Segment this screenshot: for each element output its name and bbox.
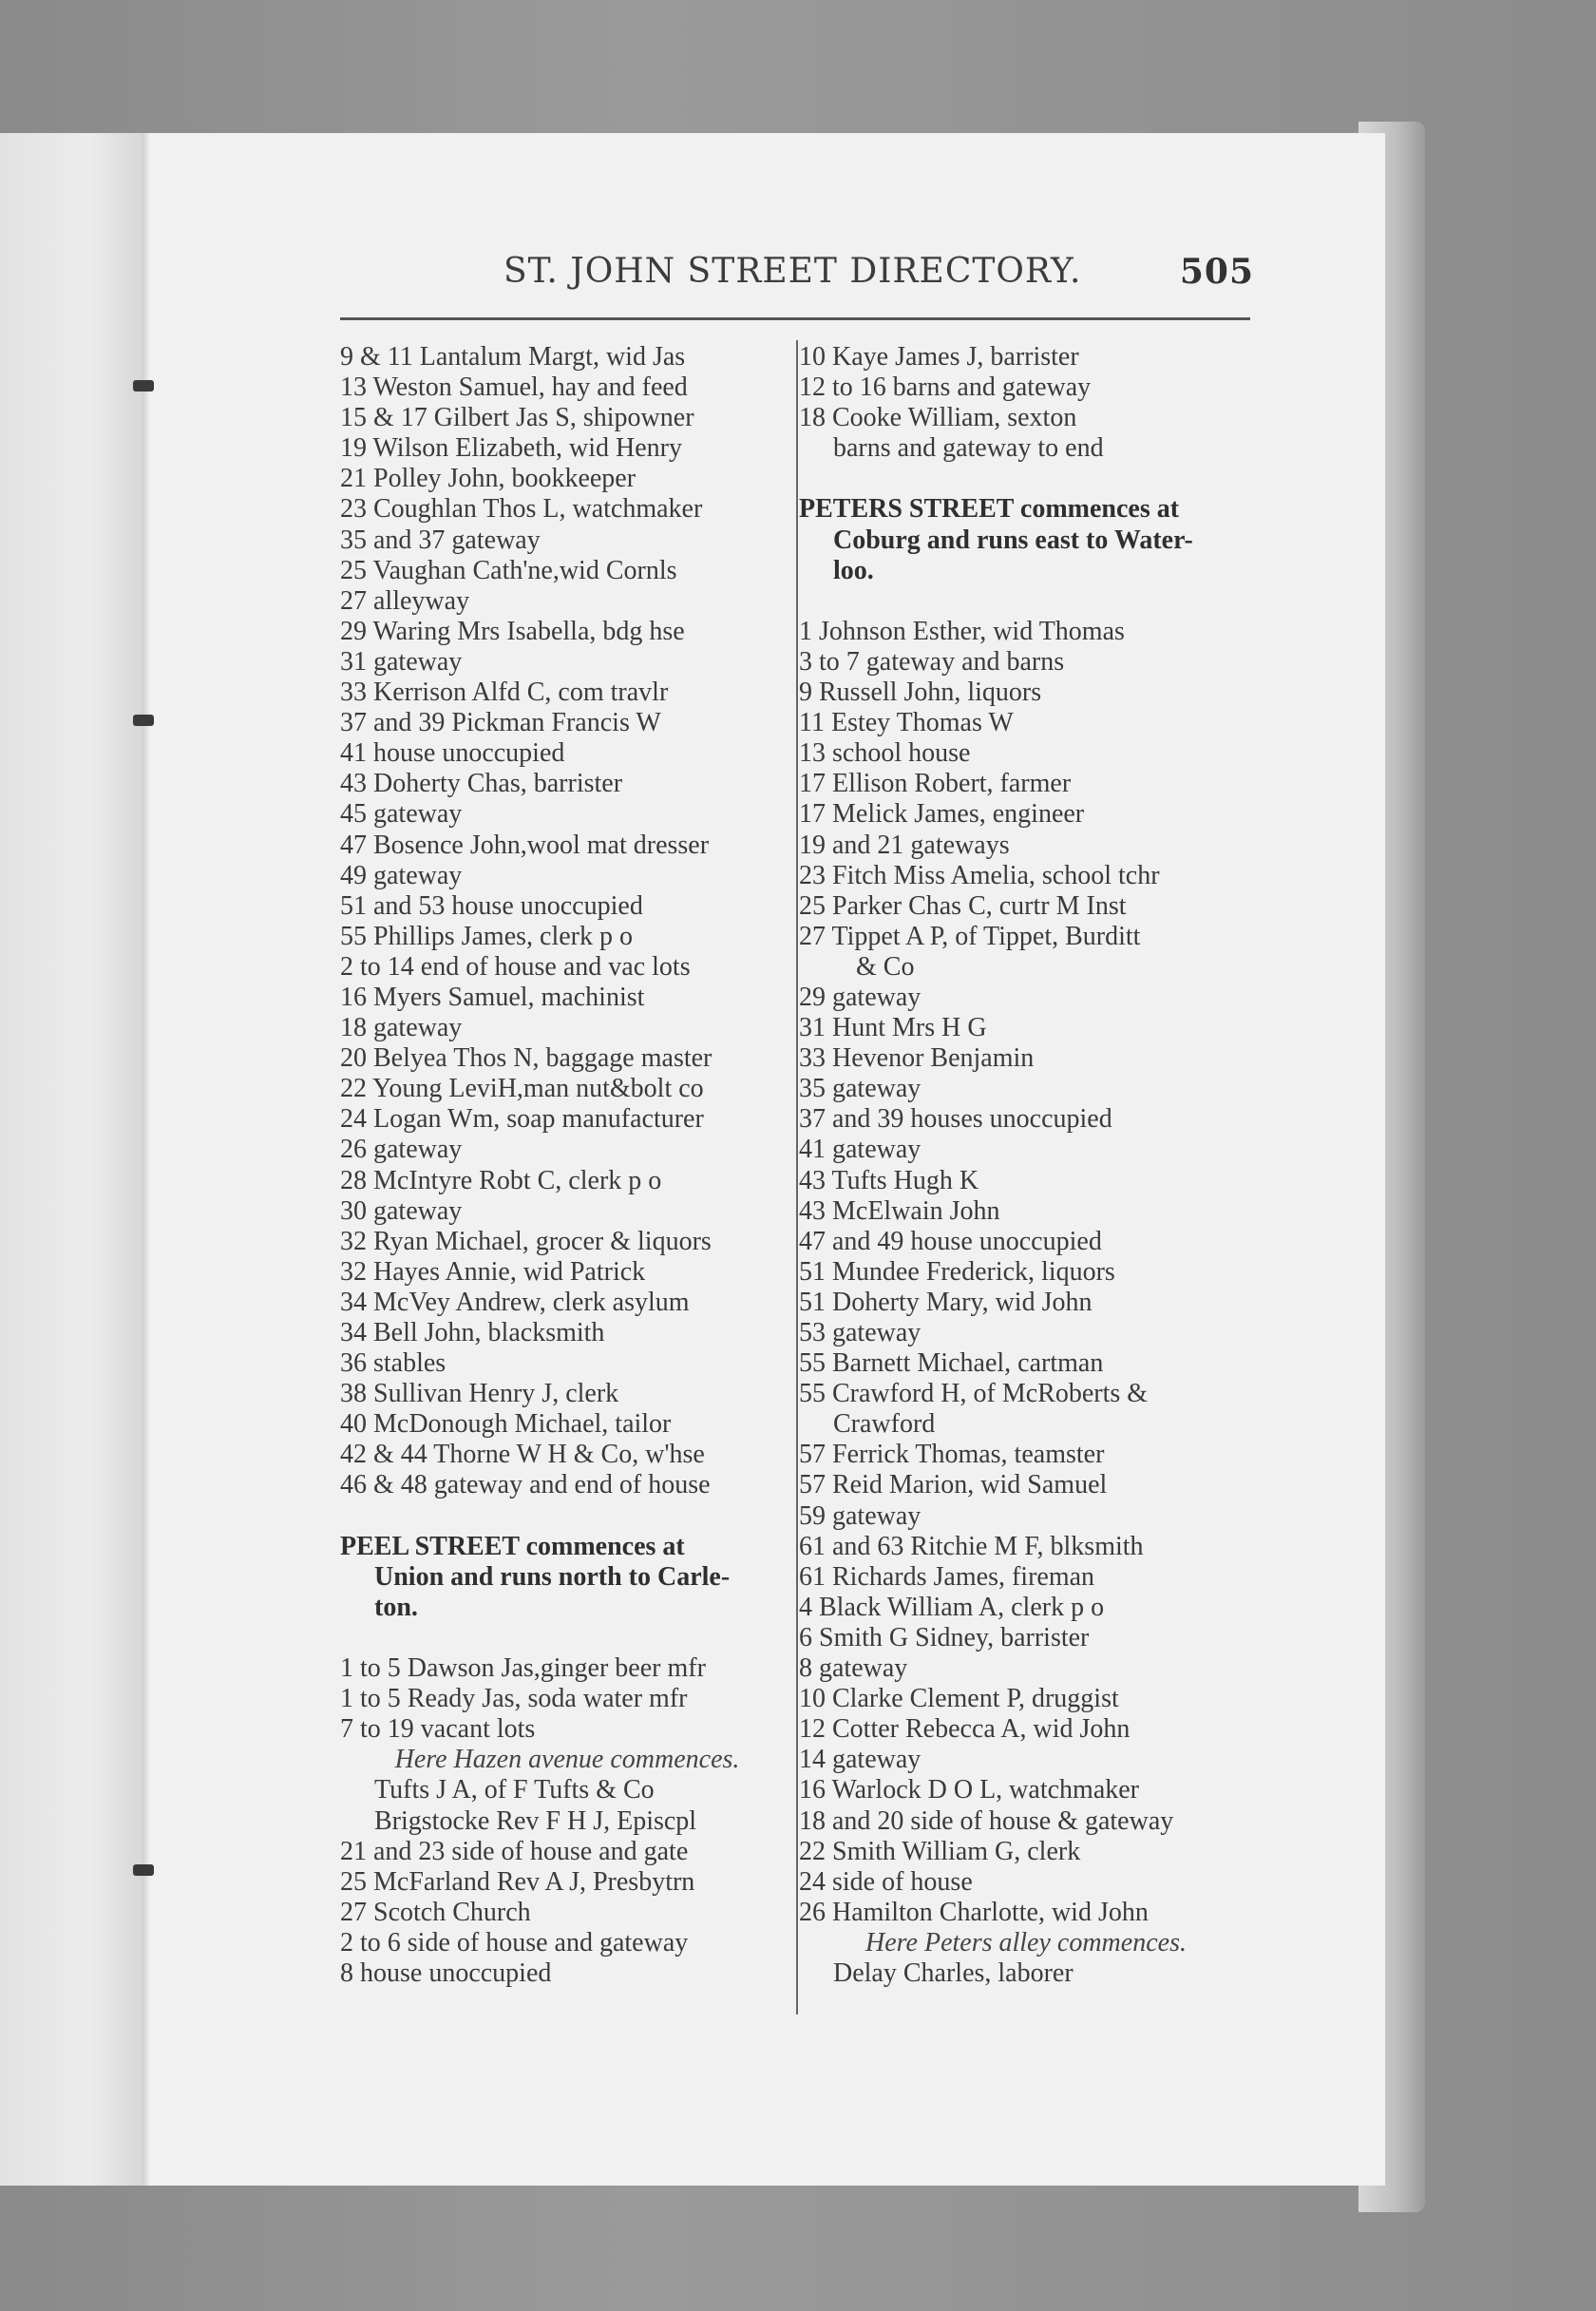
directory-entry: 6 Smith G Sidney, barrister [799,1622,1090,1652]
directory-entry: 17 Melick James, engineer [799,799,1085,830]
directory-entry: 18 gateway [340,1013,463,1043]
directory-entry: 34 McVey Andrew, clerk asylum [340,1287,690,1317]
directory-entry: 19 and 21 gateways [799,830,1010,860]
directory-entry: 31 gateway [340,646,463,677]
directory-entry: 43 Tufts Hugh K [799,1165,979,1195]
directory-entry: 29 Waring Mrs Isabella, bdg hse [340,616,685,646]
directory-entry: 37 and 39 Pickman Francis W [340,708,661,738]
directory-entry: 30 gateway [340,1195,463,1226]
column-divider [796,340,798,2015]
street-heading-cont: loo. [833,555,874,585]
directory-entry: 38 Sullivan Henry J, clerk [340,1379,619,1409]
directory-entry: 41 house unoccupied [340,738,565,769]
directory-entry: 22 Smith William G, clerk [799,1836,1081,1866]
street-note: Here Hazen avenue commences. [394,1745,740,1775]
running-header [504,252,1254,309]
header-rule [340,317,1250,320]
directory-entry: Brigstocke Rev F H J, Episcpl [374,1805,697,1836]
directory-entry: & Co [856,951,915,982]
directory-entry: 4 Black William A, clerk p o [799,1592,1105,1622]
directory-entry: 23 Coughlan Thos L, watchmaker [340,494,703,525]
street-heading-cont: Coburg and runs east to Water- [833,525,1193,555]
directory-entry: 26 Hamilton Charlotte, wid John [799,1897,1149,1927]
directory-entry: 35 gateway [799,1074,922,1104]
directory-entry: 11 Estey Thomas W [799,708,1014,738]
directory-entry: 61 and 63 Ritchie M F, blksmith [799,1531,1144,1561]
directory-entry: 26 gateway [340,1135,463,1165]
street-heading: PETERS STREET commences at [799,494,1180,525]
directory-entry: 57 Ferrick Thomas, teamster [799,1440,1105,1470]
directory-entry: 9 Russell John, liquors [799,678,1042,708]
directory-entry: 1 to 5 Dawson Jas,ginger beer mfr [340,1653,706,1684]
binding-stitch [133,1864,154,1876]
directory-entry: 55 Barnett Michael, cartman [799,1348,1104,1379]
directory-entry: 12 Cotter Rebecca A, wid John [799,1714,1130,1745]
directory-entry: 9 & 11 Lantalum Margt, wid Jas [340,342,686,372]
directory-entry: 8 house unoccupied [340,1958,552,1988]
directory-entry: 2 to 6 side of house and gateway [340,1927,689,1958]
directory-entry: 19 Wilson Elizabeth, wid Henry [340,433,682,464]
directory-entry: 12 to 16 barns and gateway [799,372,1092,403]
directory-entry: 15 & 17 Gilbert Jas S, shipowner [340,403,694,433]
directory-entry: 16 Warlock D O L, watchmaker [799,1775,1139,1805]
directory-entry: 42 & 44 Thorne W H & Co, w'hse [340,1440,705,1470]
directory-entry: 16 Myers Samuel, machinist [340,982,645,1012]
directory-entry: 35 and 37 gateway [340,525,541,555]
street-heading-cont: Union and runs north to Carle- [374,1561,731,1592]
directory-entry: Tufts J A, of F Tufts & Co [374,1775,655,1805]
street-heading: PEEL STREET commences at [340,1531,685,1561]
directory-entry: 25 McFarland Rev A J, Presbytrn [340,1866,695,1897]
directory-entry: 20 Belyea Thos N, baggage master [340,1043,712,1074]
directory-entry: 27 Tippet A P, of Tippet, Burditt [799,921,1141,951]
directory-entry: 51 Doherty Mary, wid John [799,1287,1092,1317]
directory-entry: 49 gateway [340,860,463,890]
directory-entry: 18 Cooke William, sexton [799,403,1077,433]
directory-entry: 2 to 14 end of house and vac lots [340,951,691,982]
directory-entry: 55 Crawford H, of McRoberts & [799,1379,1149,1409]
directory-entry: 61 Richards James, fireman [799,1561,1095,1592]
directory-entry: 29 gateway [799,982,922,1012]
directory-entry: 37 and 39 houses unoccupied [799,1104,1112,1135]
directory-entry: 25 Vaughan Cath'ne,wid Cornls [340,555,677,585]
directory-entry: 1 to 5 Ready Jas, soda water mfr [340,1684,688,1714]
spacer [799,464,1253,494]
directory-entry: 17 Ellison Robert, farmer [799,769,1072,799]
directory-entry: 24 Logan Wm, soap manufacturer [340,1104,704,1135]
directory-entry: 1 Johnson Esther, wid Thomas [799,616,1125,646]
directory-entry: 21 Polley John, bookkeeper [340,464,636,494]
directory-entry: 41 gateway [799,1135,922,1165]
street-note: Here Peters alley commences. [865,1927,1187,1958]
directory-entry: 51 and 53 house unoccupied [340,890,643,921]
spacer [799,586,1253,617]
directory-entry: 55 Phillips James, clerk p o [340,921,633,951]
directory-entry: 27 alleyway [340,585,470,616]
directory-entry: 22 Young LeviH,man nut&bolt co [340,1074,704,1104]
directory-entry: Crawford [833,1409,936,1440]
page-number: 505 [1179,252,1254,292]
directory-entry: 51 Mundee Frederick, liquors [799,1256,1115,1287]
directory-entry: 23 Fitch Miss Amelia, school tchr [799,860,1160,890]
directory-entry: 43 McElwain John [799,1195,1000,1226]
directory-entry: 8 gateway [799,1653,908,1684]
directory-entry: 36 stables [340,1348,446,1379]
header-title: ST. JOHN STREET DIRECTORY. [504,252,1082,291]
spacer [340,1501,794,1532]
right-column [799,342,1253,1989]
directory-entry: 10 Kaye James J, barrister [799,342,1079,372]
directory-entry: 13 school house [799,738,971,769]
spacer [340,1623,794,1653]
directory-entry: 34 Bell John, blacksmith [340,1318,605,1347]
directory-entry: 47 and 49 house unoccupied [799,1226,1102,1256]
directory-entry: 46 & 48 gateway and end of house [340,1470,711,1500]
binding-stitch [133,380,154,392]
directory-entry: 18 and 20 side of house & gateway [799,1805,1174,1836]
directory-entry: 47 Bosence John,wool mat dresser [340,830,710,860]
directory-entry: 40 McDonough Michael, tailor [340,1409,672,1440]
directory-entry: 59 gateway [799,1500,922,1531]
directory-entry: 32 Ryan Michael, grocer & liquors [340,1226,712,1256]
binding-gutter [142,133,150,2186]
directory-entry: 24 side of house [799,1866,973,1897]
directory-entry: barns and gateway to end [833,433,1104,464]
directory-entry: 33 Kerrison Alfd C, com travlr [340,678,669,708]
directory-entry: 27 Scotch Church [340,1897,531,1927]
facing-page [0,133,150,2186]
directory-entry: 21 and 23 side of house and gate [340,1836,689,1866]
directory-entry: 33 Hevenor Benjamin [799,1043,1035,1074]
left-column [340,342,794,1989]
directory-entry: 3 to 7 gateway and barns [799,646,1065,677]
directory-entry: 28 McIntyre Robt C, clerk p o [340,1165,662,1195]
directory-entry: 7 to 19 vacant lots [340,1714,536,1745]
directory-entry: 53 gateway [799,1318,922,1347]
directory-entry: 31 Hunt Mrs H G [799,1013,987,1043]
directory-entry: 25 Parker Chas C, curtr M Inst [799,890,1127,921]
directory-entry: 14 gateway [799,1745,922,1775]
directory-entry: Delay Charles, laborer [833,1958,1074,1988]
directory-entry: 45 gateway [340,799,463,830]
directory-entry: 10 Clarke Clement P, druggist [799,1684,1119,1714]
directory-entry: 43 Doherty Chas, barrister [340,769,623,799]
directory-entry: 57 Reid Marion, wid Samuel [799,1470,1108,1500]
directory-entry: 32 Hayes Annie, wid Patrick [340,1256,646,1287]
binding-stitch [133,715,154,726]
street-heading-cont: ton. [374,1592,418,1622]
directory-entry: 13 Weston Samuel, hay and feed [340,372,688,403]
